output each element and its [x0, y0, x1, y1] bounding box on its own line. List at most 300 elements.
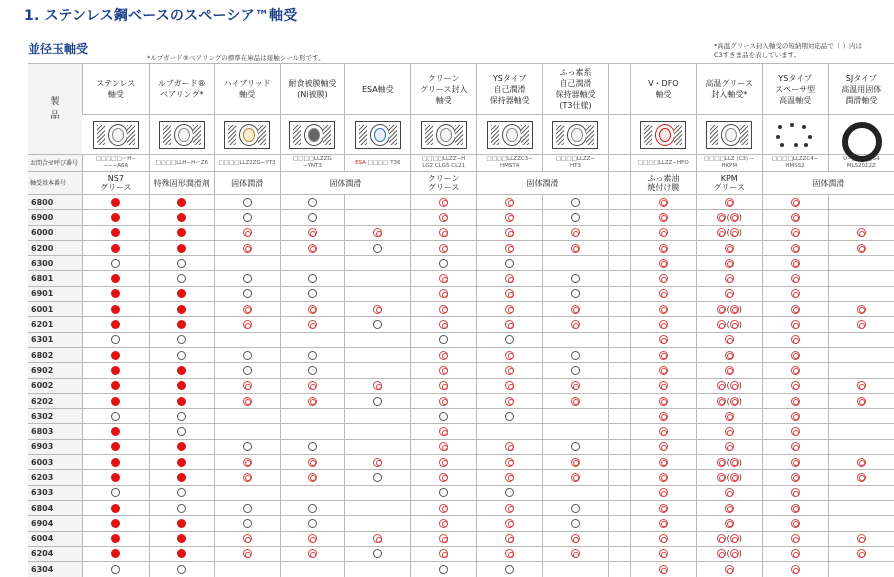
ball — [440, 128, 452, 142]
double-circle-mark — [505, 320, 514, 329]
availability-cell — [82, 470, 149, 485]
availability-cell — [280, 439, 345, 454]
availability-cell — [608, 332, 630, 347]
bearing-image-cell — [82, 115, 149, 155]
lubrication-type: 特殊固形潤滑剤 — [153, 178, 210, 188]
availability-cell — [411, 225, 477, 240]
open-mark — [243, 289, 252, 298]
filled-mark — [111, 381, 120, 390]
double-circle-mark — [725, 289, 734, 298]
availability-cell — [608, 286, 630, 301]
double-circle-mark — [439, 320, 448, 329]
availability-cell — [345, 240, 411, 255]
double-circle-mark — [791, 549, 800, 558]
bearing-illustration — [355, 121, 401, 149]
table-row — [28, 363, 894, 378]
availability-cell — [608, 409, 630, 424]
seal-right — [193, 125, 201, 145]
double-circle-mark — [791, 213, 800, 222]
availability-cell — [543, 500, 609, 515]
table-row — [28, 470, 894, 485]
availability-cell — [762, 516, 828, 531]
double-circle-mark — [439, 244, 448, 253]
double-circle-mark — [730, 534, 739, 543]
availability-cell — [411, 286, 477, 301]
double-circle-mark — [439, 366, 448, 375]
double-circle-mark — [791, 351, 800, 360]
availability-cell — [543, 455, 609, 470]
bearing-number: 6204 — [28, 546, 82, 561]
availability-cell — [280, 271, 345, 286]
open-mark — [177, 335, 186, 344]
availability-cell — [477, 531, 543, 546]
seal-left — [644, 125, 652, 145]
availability-cell — [411, 562, 477, 577]
availability-cell — [214, 562, 280, 577]
column-label: ステンレス 軸受 — [96, 79, 136, 99]
double-circle-mark — [439, 442, 448, 451]
availability-cell — [630, 240, 696, 255]
availability-cell — [608, 347, 630, 362]
availability-cell — [608, 562, 630, 577]
availability-cell — [411, 210, 477, 225]
open-mark — [439, 335, 448, 344]
availability-cell — [411, 332, 477, 347]
availability-cell — [82, 409, 149, 424]
lubrication-cell — [149, 172, 214, 195]
open-mark — [571, 366, 580, 375]
availability-cell — [149, 378, 214, 393]
open-mark — [308, 289, 317, 298]
availability-cell — [82, 562, 149, 577]
availability-cell — [477, 516, 543, 531]
availability-cell — [762, 500, 828, 515]
availability-cell — [280, 347, 345, 362]
availability-cell — [411, 439, 477, 454]
availability-cell — [762, 302, 828, 317]
availability-cell — [149, 317, 214, 332]
lubrication-cell — [696, 172, 762, 195]
seal-left — [491, 125, 499, 145]
ball-dot — [780, 143, 784, 147]
availability-cell — [762, 562, 828, 577]
availability-cell — [411, 378, 477, 393]
double-circle-mark — [505, 228, 514, 237]
availability-cell — [762, 271, 828, 286]
availability-cell — [828, 393, 894, 408]
availability-cell — [630, 256, 696, 271]
availability-cell — [280, 210, 345, 225]
double-circle-mark — [243, 397, 252, 406]
open-mark — [308, 366, 317, 375]
availability-cell — [696, 195, 762, 210]
availability-cell — [411, 256, 477, 271]
double-circle-mark — [659, 519, 668, 528]
symbol-cell — [345, 155, 411, 172]
availability-cell — [345, 516, 411, 531]
availability-cell — [214, 439, 280, 454]
column-label: ルブガード® ベアリング* — [157, 79, 206, 99]
open-mark — [439, 488, 448, 497]
double-circle-mark — [243, 549, 252, 558]
bearing-image-cell — [543, 115, 609, 155]
section-title: 並径玉軸受 — [28, 42, 89, 56]
lubrication-cell — [411, 172, 477, 195]
availability-cell — [149, 256, 214, 271]
availability-cell — [411, 393, 477, 408]
availability-cell — [762, 347, 828, 362]
double-circle-mark — [373, 534, 382, 543]
availability-cell — [762, 240, 828, 255]
ball — [725, 128, 737, 142]
symbol-row-label: お問合せ呼び番号 — [28, 155, 82, 172]
double-circle-mark — [659, 366, 668, 375]
availability-cell — [630, 455, 696, 470]
table-row — [28, 424, 894, 439]
double-circle-mark — [243, 534, 252, 543]
ball — [243, 128, 255, 142]
availability-cell — [345, 424, 411, 439]
open-mark — [111, 488, 120, 497]
availability-cell — [82, 317, 149, 332]
double-circle-mark — [308, 549, 317, 558]
table-row — [28, 347, 894, 362]
open-mark — [111, 335, 120, 344]
bearing-table — [28, 63, 894, 577]
availability-cell — [828, 286, 894, 301]
bearing-number: 6203 — [28, 470, 82, 485]
double-circle-mark — [308, 473, 317, 482]
availability-cell — [828, 302, 894, 317]
double-circle-mark — [717, 549, 726, 558]
double-circle-mark — [659, 458, 668, 467]
availability-cell — [82, 271, 149, 286]
filled-mark — [177, 366, 186, 375]
double-circle-mark — [308, 397, 317, 406]
availability-cell — [762, 332, 828, 347]
double-circle-mark — [857, 473, 866, 482]
double-circle-mark — [505, 442, 514, 451]
seal-right — [389, 125, 397, 145]
availability-cell — [149, 302, 214, 317]
availability-cell — [630, 378, 696, 393]
double-circle-mark — [308, 320, 317, 329]
ball — [659, 128, 671, 142]
open-mark — [505, 412, 514, 421]
ball-dot — [802, 125, 806, 129]
availability-cell — [82, 393, 149, 408]
availability-cell — [630, 485, 696, 500]
availability-cell — [828, 195, 894, 210]
double-circle-mark — [725, 412, 734, 421]
double-circle-mark — [439, 397, 448, 406]
double-circle-mark — [857, 244, 866, 253]
bearing-illustration — [838, 121, 884, 149]
double-circle-mark — [791, 335, 800, 344]
column-header — [149, 64, 214, 115]
double-circle-mark — [730, 228, 739, 237]
seal-right — [521, 125, 529, 145]
bearing-image-cell — [696, 115, 762, 155]
ball — [112, 128, 124, 142]
availability-cell — [149, 546, 214, 561]
double-circle-mark — [659, 397, 668, 406]
bearing-number: 6800 — [28, 195, 82, 210]
double-circle-mark — [505, 534, 514, 543]
availability-cell — [696, 256, 762, 271]
availability-cell — [345, 393, 411, 408]
availability-cell — [411, 470, 477, 485]
availability-cell — [345, 347, 411, 362]
availability-cell — [543, 485, 609, 500]
note-left: *ルブガード®ベアリングの標準在庫品は接触シール形です。 — [147, 54, 325, 62]
double-circle-mark — [791, 228, 800, 237]
availability-cell — [214, 256, 280, 271]
availability-cell — [762, 531, 828, 546]
availability-cell — [477, 225, 543, 240]
c3-clearance-mark: ( ) — [726, 472, 742, 482]
availability-cell — [477, 378, 543, 393]
availability-cell — [543, 363, 609, 378]
bearing-illustration — [487, 121, 533, 149]
availability-cell — [149, 470, 214, 485]
double-circle-mark — [717, 320, 726, 329]
ball — [374, 128, 386, 142]
c3-clearance-mark: ( ) — [726, 320, 742, 330]
availability-cell — [214, 424, 280, 439]
double-circle-mark — [439, 473, 448, 482]
availability-cell — [543, 271, 609, 286]
symbol-cell — [214, 155, 280, 172]
filled-mark — [111, 198, 120, 207]
availability-cell — [630, 210, 696, 225]
seal-left — [228, 125, 236, 145]
availability-cell — [149, 286, 214, 301]
availability-cell — [82, 286, 149, 301]
availability-cell — [477, 455, 543, 470]
table-row — [28, 455, 894, 470]
double-circle-mark — [373, 305, 382, 314]
open-mark — [571, 519, 580, 528]
availability-cell — [280, 546, 345, 561]
bearing-number: 6003 — [28, 455, 82, 470]
availability-cell — [477, 271, 543, 286]
double-circle-mark — [439, 213, 448, 222]
ball-dot — [776, 135, 780, 139]
seal-right — [740, 125, 748, 145]
open-mark — [571, 198, 580, 207]
double-circle-mark — [791, 259, 800, 268]
availability-cell — [280, 455, 345, 470]
availability-cell — [149, 225, 214, 240]
availability-cell — [214, 455, 280, 470]
double-circle-mark — [243, 228, 252, 237]
availability-cell — [543, 256, 609, 271]
column-header — [630, 64, 696, 115]
double-circle-mark — [571, 473, 580, 482]
availability-cell — [696, 363, 762, 378]
availability-cell — [696, 409, 762, 424]
open-mark — [308, 442, 317, 451]
open-mark — [243, 504, 252, 513]
availability-cell — [280, 317, 345, 332]
double-circle-mark — [791, 488, 800, 497]
ball — [178, 128, 190, 142]
double-circle-mark — [659, 228, 668, 237]
symbol-cell — [477, 155, 543, 172]
availability-cell — [828, 531, 894, 546]
lubrication-cell — [82, 172, 149, 195]
double-circle-mark — [857, 458, 866, 467]
availability-cell — [411, 317, 477, 332]
filled-mark — [111, 274, 120, 283]
availability-cell — [608, 363, 630, 378]
open-mark — [177, 412, 186, 421]
ball — [506, 128, 518, 142]
symbol-cell — [762, 155, 828, 172]
double-circle-mark — [373, 381, 382, 390]
seal-right — [455, 125, 463, 145]
availability-cell — [828, 271, 894, 286]
open-mark — [308, 351, 317, 360]
bearing-illustration — [772, 121, 818, 149]
open-mark — [571, 274, 580, 283]
double-circle-mark — [571, 458, 580, 467]
table-row — [28, 500, 894, 515]
bearing-number: 6801 — [28, 271, 82, 286]
open-mark — [373, 397, 382, 406]
availability-cell — [696, 393, 762, 408]
bearing-number: 6000 — [28, 225, 82, 240]
column-label: 高温グリース 封入軸受* — [705, 79, 754, 99]
availability-cell — [608, 516, 630, 531]
open-mark — [243, 366, 252, 375]
availability-cell — [696, 455, 762, 470]
lubrication-type: 固体潤滑 — [812, 178, 845, 188]
double-circle-mark — [571, 549, 580, 558]
double-circle-mark — [659, 198, 668, 207]
lubrication-cell — [477, 172, 609, 195]
symbol-cell — [411, 155, 477, 172]
availability-cell — [214, 516, 280, 531]
double-circle-mark — [505, 305, 514, 314]
double-circle-mark — [725, 351, 734, 360]
lubrication-cell — [630, 172, 696, 195]
open-mark — [571, 351, 580, 360]
corner-cell — [28, 64, 82, 155]
column-header — [411, 64, 477, 115]
filled-mark — [177, 244, 186, 253]
filled-mark — [111, 534, 120, 543]
seal-left — [97, 125, 105, 145]
bearing-number: 6200 — [28, 240, 82, 255]
availability-cell — [543, 210, 609, 225]
double-circle-mark — [659, 244, 668, 253]
filled-mark — [177, 289, 186, 298]
availability-cell — [696, 500, 762, 515]
availability-cell — [828, 516, 894, 531]
double-circle-mark — [791, 565, 800, 574]
filled-mark — [177, 320, 186, 329]
availability-cell — [828, 439, 894, 454]
bearing-symbol: U−□□□□S4 MLS2012Z — [843, 156, 880, 169]
availability-cell — [543, 562, 609, 577]
availability-cell — [543, 317, 609, 332]
double-circle-mark — [730, 305, 739, 314]
seal-left — [425, 125, 433, 145]
double-circle-mark — [659, 289, 668, 298]
double-circle-mark — [857, 534, 866, 543]
double-circle-mark — [243, 473, 252, 482]
seal-right — [258, 125, 266, 145]
symbol-row — [28, 155, 894, 172]
bearing-symbol: □□□□LLZZ−H LG2 CLG5 CL21 — [422, 156, 466, 169]
double-circle-mark — [308, 534, 317, 543]
double-circle-mark — [791, 442, 800, 451]
ball — [308, 128, 320, 142]
availability-cell — [630, 302, 696, 317]
availability-cell — [608, 256, 630, 271]
open-mark — [177, 259, 186, 268]
availability-cell — [828, 485, 894, 500]
double-circle-mark — [725, 259, 734, 268]
availability-cell — [477, 439, 543, 454]
filled-mark — [177, 549, 186, 558]
availability-cell — [214, 470, 280, 485]
double-circle-mark — [308, 381, 317, 390]
availability-cell — [762, 256, 828, 271]
availability-cell — [762, 470, 828, 485]
filled-mark — [111, 549, 120, 558]
symbol-cell — [543, 155, 609, 172]
bearing-symbol: □□□□LLZZG −YNT3 — [293, 156, 332, 169]
availability-cell — [696, 516, 762, 531]
lubrication-type: 固体潤滑 — [526, 178, 559, 188]
double-circle-mark — [308, 305, 317, 314]
double-circle-mark — [725, 427, 734, 436]
double-circle-mark — [659, 504, 668, 513]
filled-mark — [111, 427, 120, 436]
symbol-cell — [280, 155, 345, 172]
seal-left — [556, 125, 564, 145]
availability-cell — [630, 409, 696, 424]
table-row — [28, 256, 894, 271]
double-circle-mark — [730, 397, 739, 406]
double-circle-mark — [791, 412, 800, 421]
double-circle-mark — [717, 228, 726, 237]
column-label: 耐食被膜軸受 (Ni被膜) — [288, 79, 337, 99]
availability-cell — [82, 378, 149, 393]
table-row — [28, 210, 894, 225]
lubrication-type: KPM グリース — [713, 174, 746, 192]
ball-dot — [794, 143, 798, 147]
availability-cell — [762, 439, 828, 454]
double-circle-mark — [439, 504, 448, 513]
availability-cell — [696, 378, 762, 393]
open-mark — [505, 259, 514, 268]
availability-cell — [82, 516, 149, 531]
table-row — [28, 393, 894, 408]
open-mark — [111, 259, 120, 268]
open-mark — [177, 427, 186, 436]
availability-cell — [280, 332, 345, 347]
availability-cell — [345, 363, 411, 378]
availability-cell — [149, 210, 214, 225]
availability-cell — [214, 286, 280, 301]
double-circle-mark — [243, 458, 252, 467]
filled-mark — [177, 305, 186, 314]
double-circle-mark — [725, 335, 734, 344]
